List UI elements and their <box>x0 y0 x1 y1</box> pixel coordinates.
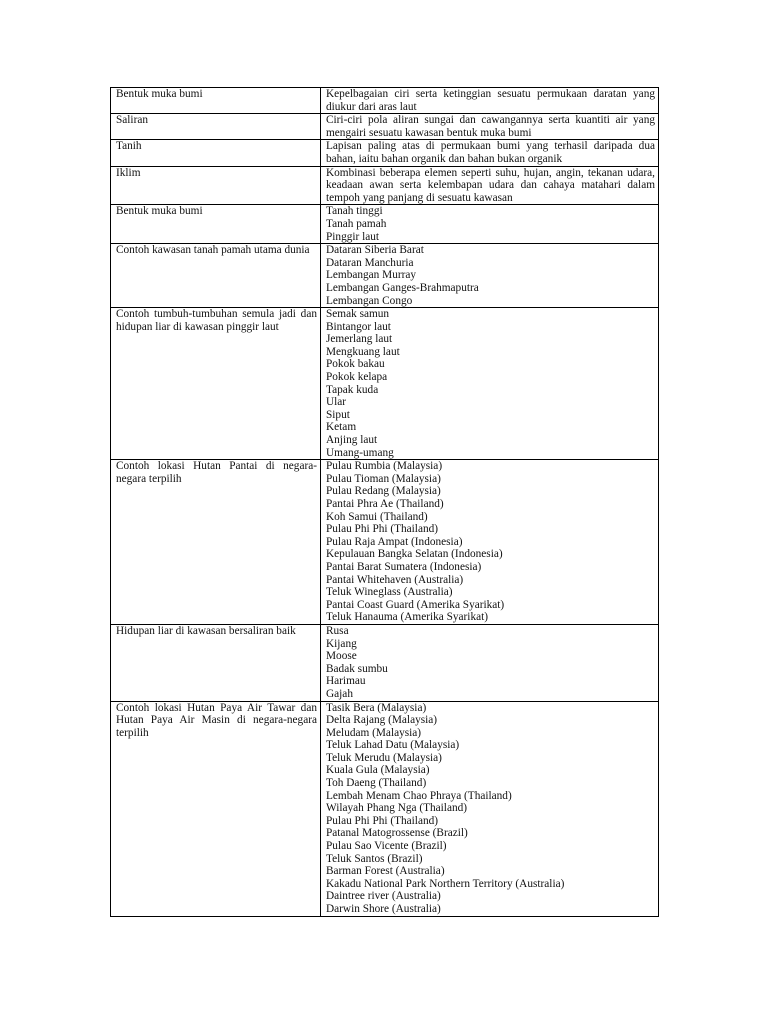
list-item: Pulau Rumbia (Malaysia) <box>326 460 443 473</box>
list-item: Meludam (Malaysia) <box>326 726 422 739</box>
list-item: Koh Samui (Thailand) <box>326 510 428 523</box>
definition-cell: Ciri-ciri pola aliran sungai dan cawangannya serta kuantiti air yang mengairi sesuatu kawasan bentuk muka bumi <box>321 114 659 140</box>
list-item: Pokok bakau <box>326 358 385 371</box>
term-cell: Contoh lokasi Hutan Paya Air Tawar dan Hutan Paya Air Masin di negara-negara terpilih <box>111 701 321 916</box>
list-cell <box>321 624 659 701</box>
list-item: Pokok kelapa <box>326 371 388 384</box>
list-item: Pinggir laut <box>326 230 380 243</box>
list-item: Teluk Merudu (Malaysia) <box>326 751 442 764</box>
list-item: Wilayah Phang Nga (Thailand) <box>326 802 468 815</box>
list-item: Tanah pamah <box>326 217 387 230</box>
list-item: Pantai Whitehaven (Australia) <box>326 573 464 586</box>
list-cell <box>321 244 659 308</box>
list-item: Teluk Lahad Datu (Malaysia) <box>326 739 460 752</box>
list-item: Semak samun <box>326 308 390 321</box>
list-item: Pulau Phi Phi (Thailand) <box>326 814 439 827</box>
table-row <box>111 460 659 625</box>
list-cell <box>321 308 659 460</box>
list-item: Tapak kuda <box>326 383 379 396</box>
list-item: Kepulauan Bangka Selatan (Indonesia) <box>326 548 503 561</box>
list-item: Delta Rajang (Malaysia) <box>326 714 438 727</box>
list-item: Ketam <box>326 421 357 434</box>
list-item: Umang-umang <box>326 446 394 459</box>
list-item: Pulau Phi Phi (Thailand) <box>326 523 439 536</box>
list-item: Kijang <box>326 637 357 650</box>
table-row <box>111 114 659 140</box>
list-item: Badak sumbu <box>326 662 388 675</box>
term-cell: Bentuk muka bumi <box>111 88 321 114</box>
list-item: Toh Daeng (Thailand) <box>326 777 427 790</box>
list-item: Teluk Hanauma (Amerika Syarikat) <box>326 611 489 624</box>
list-item: Darwin Shore (Australia) <box>326 903 441 915</box>
list-item: Teluk Wineglass (Australia) <box>326 586 453 599</box>
list-item: Rusa <box>326 624 349 637</box>
term-cell: Contoh tumbuh-tumbuhan semula jadi dan hidupan liar di kawasan pinggir laut <box>111 308 321 460</box>
notes-table <box>110 87 659 917</box>
list-cell <box>321 205 659 244</box>
table-row <box>111 205 659 244</box>
term-cell: Hidupan liar di kawasan bersaliran baik <box>111 624 321 701</box>
term-cell: Iklim <box>111 166 321 205</box>
definition-cell: Lapisan paling atas di permukaan bumi yang terhasil daripada dua bahan, iaitu bahan organik dan bahan bukan organik <box>321 140 659 166</box>
term-cell: Contoh lokasi Hutan Pantai di negara-negara terpilih <box>111 460 321 625</box>
list-item: Pantai Phra Ae (Thailand) <box>326 498 444 510</box>
list-item: Barman Forest (Australia) <box>326 865 445 878</box>
table-row <box>111 88 659 114</box>
definition-cell: Kombinasi beberapa elemen seperti suhu, hujan, angin, tekanan udara, keadaan awan serta kelembapan udara dan cahaya matahari dalam tempoh yang panjang di sesuatu kawasan <box>321 166 659 205</box>
list-item: Dataran Manchuria <box>326 256 414 269</box>
list-item: Tasik Bera (Malaysia) <box>326 701 427 714</box>
list-item: Pulau Tioman (Malaysia) <box>326 472 441 485</box>
table-row <box>111 244 659 308</box>
list-item: Dataran Siberia Barat <box>326 244 424 257</box>
list-item: Pantai Coast Guard (Amerika Syarikat) <box>326 598 505 611</box>
list-item: Mengkuang laut <box>326 345 400 358</box>
list-item: Patanal Matogrossense (Brazil) <box>326 827 468 840</box>
list-item: Harimau <box>326 675 366 688</box>
list-item: Lembangan Ganges-Brahmaputra <box>326 281 479 294</box>
list-item: Kuala Gula (Malaysia) <box>326 764 430 777</box>
list-item: Lembangan Murray <box>326 269 417 282</box>
list-item: Pulau Raja Ampat (Indonesia) <box>326 535 463 548</box>
table-row <box>111 140 659 166</box>
table-row <box>111 166 659 205</box>
list-item: Jemerlang laut <box>326 333 393 346</box>
list-item: Kakadu National Park Northern Territory (Australia) <box>326 877 565 890</box>
list-item: Anjing laut <box>326 434 378 447</box>
list-item: Pantai Barat Sumatera (Indonesia) <box>326 560 482 573</box>
list-item: Moose <box>326 650 357 663</box>
list-item: Ular <box>326 396 347 409</box>
table-row <box>111 701 659 916</box>
list-item: Pulau Sao Vicente (Brazil) <box>326 840 447 853</box>
list-item: Pulau Redang (Malaysia) <box>326 485 441 498</box>
term-cell: Saliran <box>111 114 321 140</box>
term-cell: Bentuk muka bumi <box>111 205 321 244</box>
list-item: Siput <box>326 408 350 421</box>
list-item: Lembangan Congo <box>326 294 413 307</box>
table-row <box>111 308 659 460</box>
list-item: Teluk Santos (Brazil) <box>326 852 423 865</box>
list-item: Bintangor laut <box>326 320 391 333</box>
list-cell <box>321 701 659 916</box>
term-cell: Tanih <box>111 140 321 166</box>
definition-cell: Kepelbagaian ciri serta ketinggian sesuatu permukaan daratan yang diukur dari aras laut <box>321 88 659 114</box>
list-item: Lembah Menam Chao Phraya (Thailand) <box>326 789 512 802</box>
list-item: Tanah tinggi <box>326 205 383 218</box>
term-cell: Contoh kawasan tanah pamah utama dunia <box>111 244 321 308</box>
list-cell <box>321 460 659 625</box>
list-item: Gajah <box>326 687 353 700</box>
table-row <box>111 624 659 701</box>
list-item: Daintree river (Australia) <box>326 890 441 903</box>
